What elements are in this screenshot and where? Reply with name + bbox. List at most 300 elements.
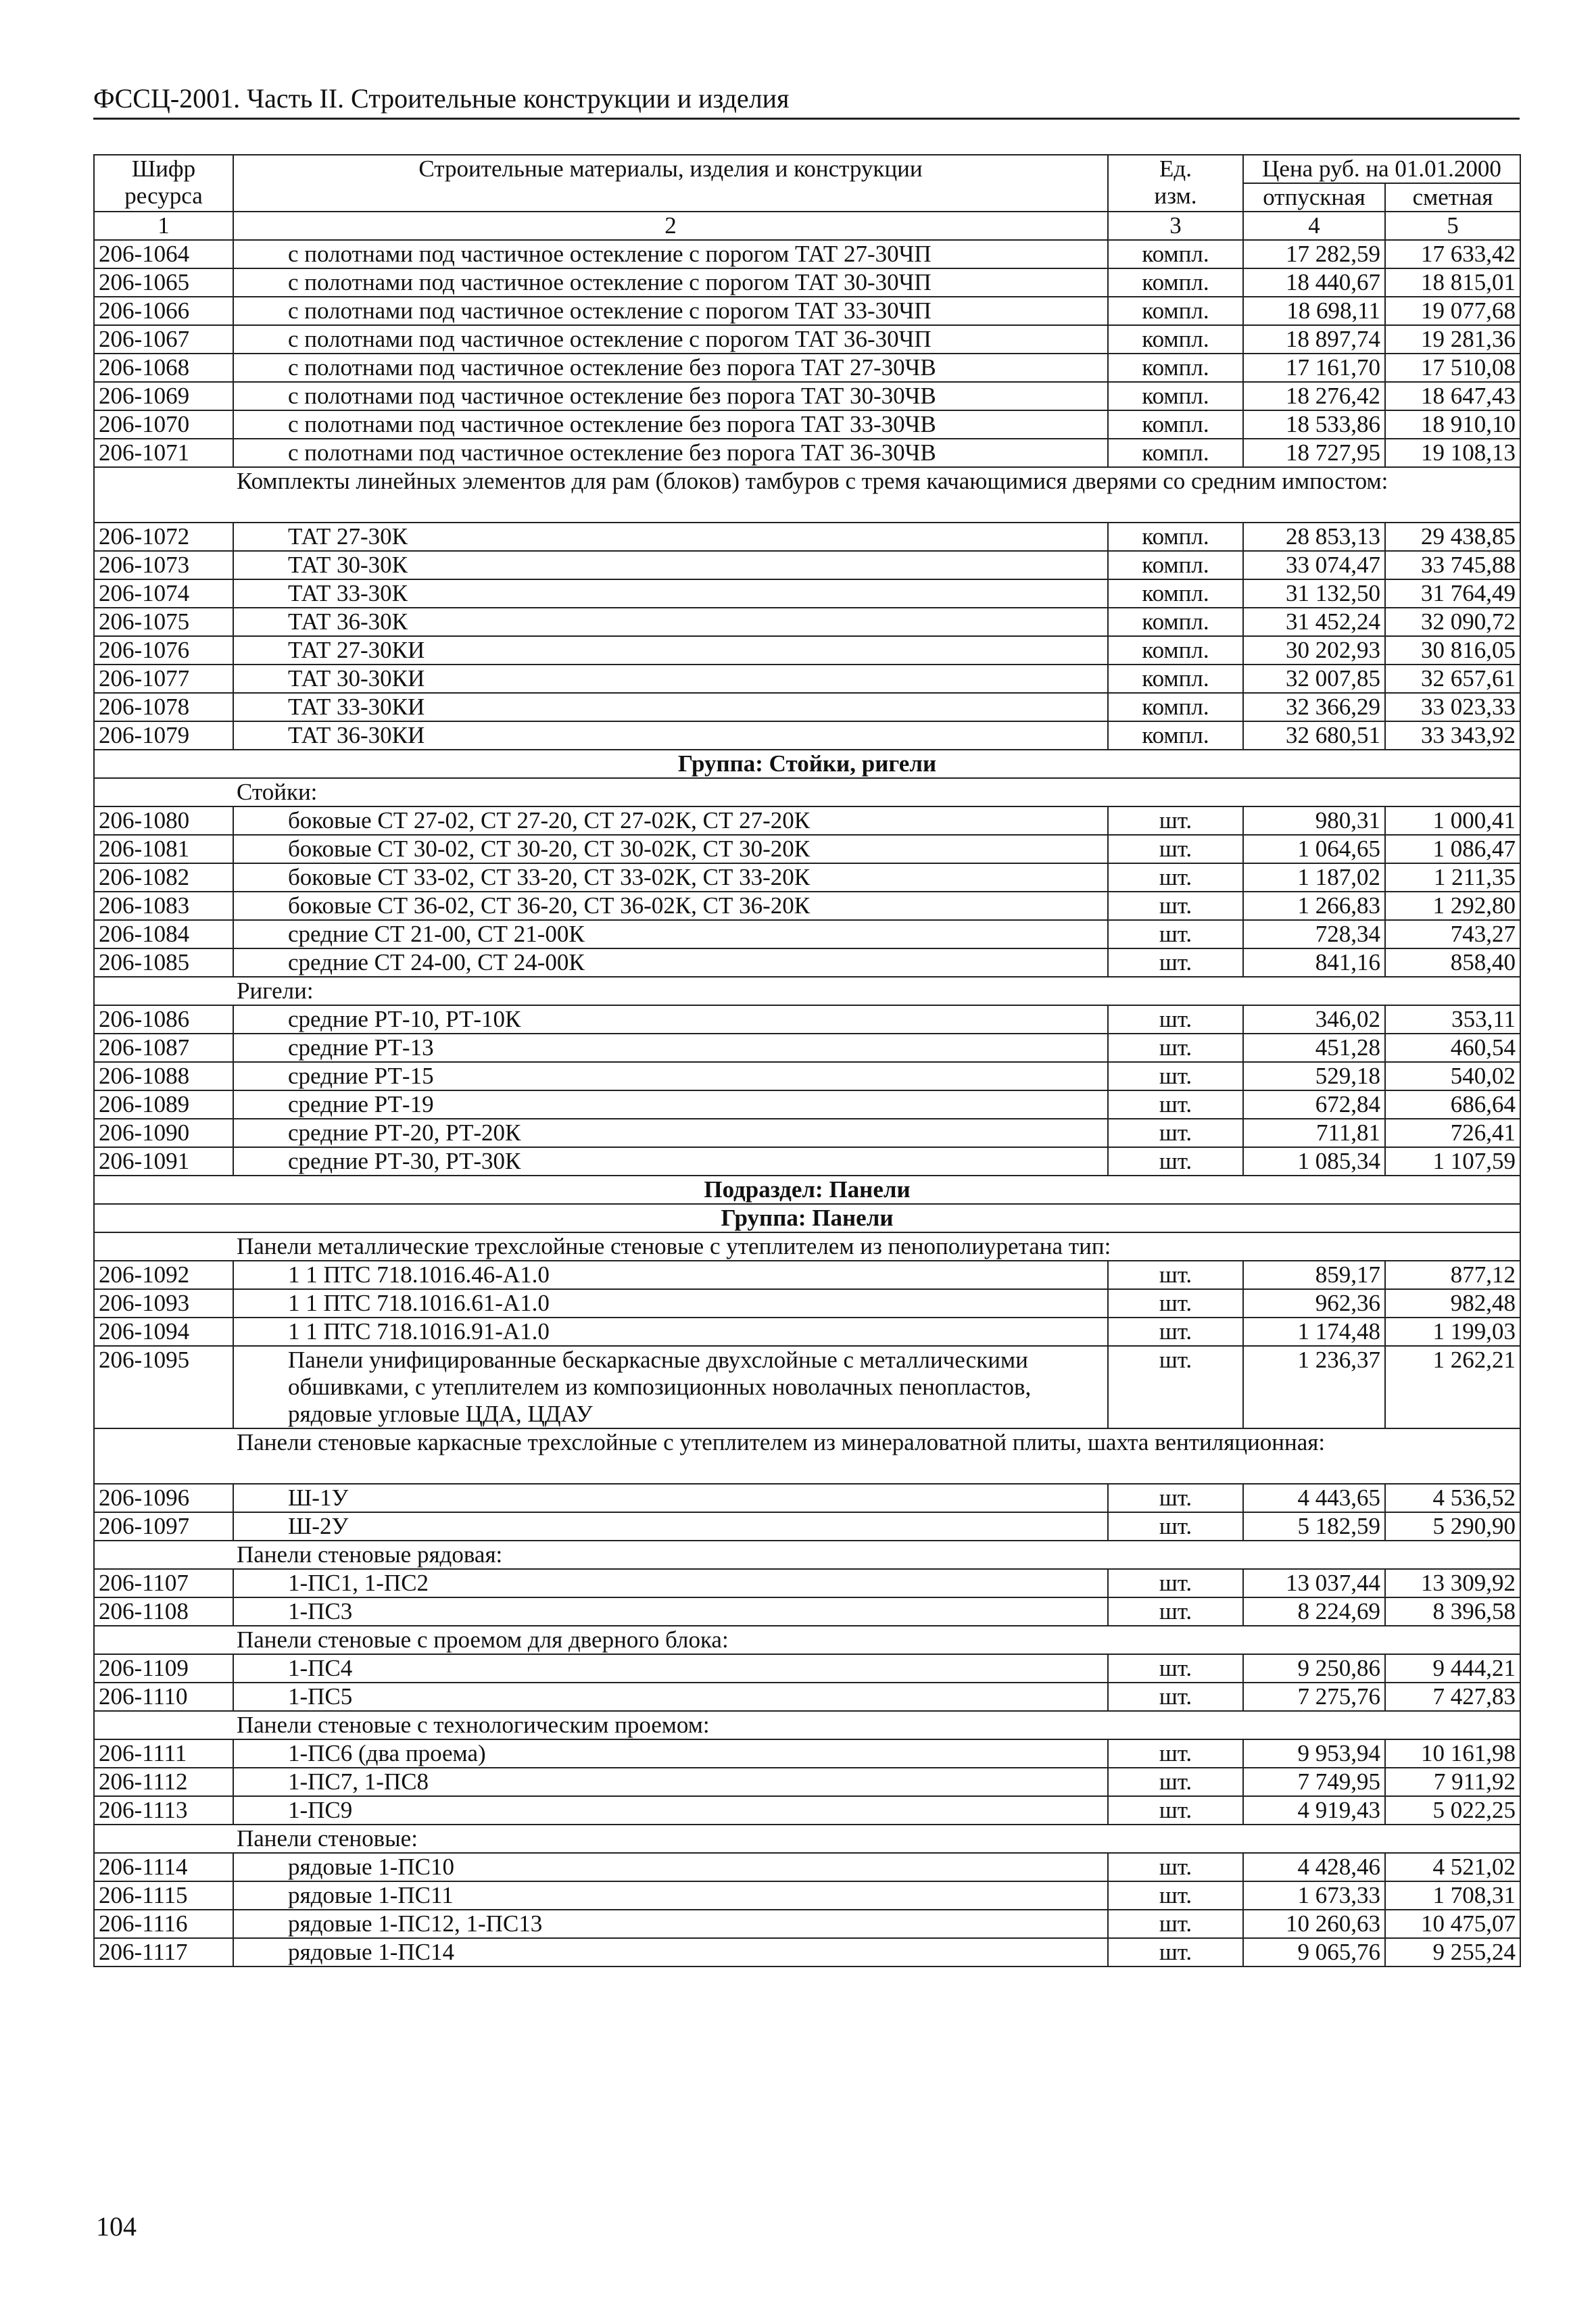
row-price-estimate: 18 815,01 [1385, 268, 1520, 297]
group-title: Группа: Стойки, ригели [94, 750, 1520, 778]
row-price-estimate: 982,48 [1385, 1289, 1520, 1318]
row-code: 206-1094 [94, 1318, 233, 1346]
table-row [94, 1910, 1520, 1938]
row-price-estimate: 1 086,47 [1385, 835, 1520, 863]
row-price-estimate: 1 211,35 [1385, 863, 1520, 892]
row-code: 206-1117 [94, 1938, 233, 1967]
row-unit: компл. [1108, 439, 1243, 467]
row-price-estimate: 10 161,98 [1385, 1739, 1520, 1768]
row-price-wholesale: 18 276,42 [1243, 382, 1385, 410]
row-price-estimate: 1 708,31 [1385, 1881, 1520, 1910]
column-header-code [94, 155, 233, 212]
row-code: 206-1090 [94, 1119, 233, 1147]
table-row [94, 1739, 1520, 1768]
row-price-wholesale: 5 182,59 [1243, 1512, 1385, 1541]
row-code: 206-1084 [94, 920, 233, 948]
row-unit: шт. [1108, 1062, 1243, 1090]
row-code: 206-1086 [94, 1005, 233, 1034]
row-unit: компл. [1108, 354, 1243, 382]
row-unit: компл. [1108, 665, 1243, 693]
row-code: 206-1085 [94, 948, 233, 977]
column-number-4: 4 [1243, 212, 1385, 240]
row-unit: компл. [1108, 551, 1243, 579]
row-unit: шт. [1108, 1346, 1243, 1428]
row-price-estimate: 33 745,88 [1385, 551, 1520, 579]
row-unit: компл. [1108, 240, 1243, 268]
row-price-wholesale: 980,31 [1243, 806, 1385, 835]
table-row [94, 863, 1520, 892]
row-unit: компл. [1108, 268, 1243, 297]
subheading-row [94, 1541, 1520, 1569]
row-unit: шт. [1108, 1910, 1243, 1938]
table-body [94, 240, 1520, 1967]
row-unit: шт. [1108, 1034, 1243, 1062]
row-name: средние РТ-15 [233, 1062, 1108, 1090]
row-name: 1-ПС4 [233, 1654, 1108, 1683]
row-name: 1-ПС3 [233, 1597, 1108, 1626]
row-code: 206-1092 [94, 1261, 233, 1289]
row-unit: компл. [1108, 693, 1243, 721]
table-row [94, 806, 1520, 835]
row-code: 206-1076 [94, 636, 233, 665]
row-price-estimate: 7 911,92 [1385, 1768, 1520, 1796]
row-price-wholesale: 18 897,74 [1243, 325, 1385, 354]
row-code: 206-1112 [94, 1768, 233, 1796]
price-table [93, 154, 1521, 1967]
row-price-wholesale: 711,81 [1243, 1119, 1385, 1147]
table-row [94, 1062, 1520, 1090]
row-unit: шт. [1108, 1796, 1243, 1825]
row-price-estimate: 29 438,85 [1385, 523, 1520, 551]
row-price-wholesale: 31 132,50 [1243, 579, 1385, 608]
row-code: 206-1095 [94, 1346, 233, 1428]
row-price-wholesale: 31 452,24 [1243, 608, 1385, 636]
row-unit: компл. [1108, 608, 1243, 636]
table-row [94, 354, 1520, 382]
column-header-name: Строительные материалы, изделия и конструкции [233, 155, 1108, 212]
page-number: 104 [96, 2211, 137, 2242]
subheading-text: Панели стеновые с проемом для дверного блока: [94, 1626, 1520, 1654]
row-code: 206-1107 [94, 1569, 233, 1597]
row-price-wholesale: 13 037,44 [1243, 1569, 1385, 1597]
row-name: с полотнами под частичное остекление с порогом ТАТ 33-30ЧП [233, 297, 1108, 325]
price-table-container [93, 154, 1520, 1967]
row-code: 206-1078 [94, 693, 233, 721]
row-unit: шт. [1108, 1597, 1243, 1626]
row-name: 1-ПС9 [233, 1796, 1108, 1825]
table-row [94, 1119, 1520, 1147]
table-row [94, 297, 1520, 325]
row-unit: шт. [1108, 1512, 1243, 1541]
column-number-1: 1 [94, 212, 233, 240]
row-name: средние РТ-10, РТ-10К [233, 1005, 1108, 1034]
table-row [94, 948, 1520, 977]
row-price-estimate: 9 255,24 [1385, 1938, 1520, 1967]
row-code: 206-1111 [94, 1739, 233, 1768]
row-unit: шт. [1108, 1090, 1243, 1119]
table-row [94, 1569, 1520, 1597]
row-unit: шт. [1108, 1881, 1243, 1910]
table-row [94, 1853, 1520, 1881]
row-name: боковые СТ 33-02, СТ 33-20, СТ 33-02К, СТ 33-20К [233, 863, 1108, 892]
row-price-wholesale: 728,34 [1243, 920, 1385, 948]
row-price-wholesale: 10 260,63 [1243, 1910, 1385, 1938]
row-price-wholesale: 1 266,83 [1243, 892, 1385, 920]
row-price-estimate: 9 444,21 [1385, 1654, 1520, 1683]
row-price-estimate: 540,02 [1385, 1062, 1520, 1090]
table-row [94, 1881, 1520, 1910]
row-price-estimate: 18 910,10 [1385, 410, 1520, 439]
row-name: средние СТ 21-00, СТ 21-00К [233, 920, 1108, 948]
section-title: Подраздел: Панели [94, 1176, 1520, 1204]
table-row [94, 551, 1520, 579]
row-name: с полотнами под частичное остекление без порога ТАТ 30-30ЧВ [233, 382, 1108, 410]
row-name: рядовые 1-ПС12, 1-ПС13 [233, 1910, 1108, 1938]
row-unit: шт. [1108, 1853, 1243, 1881]
subheading-row [94, 1428, 1520, 1484]
row-name: Панели унифицированные бескаркасные двухслойные с металлическими обшивками, с утеплителем из композиционных новолачных пенопластов, рядовые угловые ЦДА, ЦДАУ [233, 1346, 1108, 1428]
row-unit: компл. [1108, 579, 1243, 608]
row-code: 206-1114 [94, 1853, 233, 1881]
row-unit: шт. [1108, 1005, 1243, 1034]
row-price-wholesale: 18 440,67 [1243, 268, 1385, 297]
subheading-text: Панели металлические трехслойные стеновые с утеплителем из пенополиуретана тип: [94, 1232, 1520, 1261]
subheading-text: Панели стеновые: [94, 1825, 1520, 1853]
row-price-estimate: 1 292,80 [1385, 892, 1520, 920]
group-title: Группа: Панели [94, 1204, 1520, 1232]
row-price-wholesale: 33 074,47 [1243, 551, 1385, 579]
row-price-estimate: 1 199,03 [1385, 1318, 1520, 1346]
document-title: ФССЦ-2001. Часть II. Строительные конструкции и изделия [93, 83, 790, 114]
row-unit: компл. [1108, 721, 1243, 750]
table-row [94, 1796, 1520, 1825]
row-code: 206-1081 [94, 835, 233, 863]
table-row [94, 325, 1520, 354]
row-unit: шт. [1108, 1569, 1243, 1597]
row-price-wholesale: 30 202,93 [1243, 636, 1385, 665]
row-price-wholesale: 9 250,86 [1243, 1654, 1385, 1683]
table-row [94, 579, 1520, 608]
row-name: средние РТ-20, РТ-20К [233, 1119, 1108, 1147]
row-unit: шт. [1108, 1768, 1243, 1796]
row-unit: шт. [1108, 1318, 1243, 1346]
row-price-wholesale: 4 919,43 [1243, 1796, 1385, 1825]
row-unit: компл. [1108, 297, 1243, 325]
row-price-wholesale: 672,84 [1243, 1090, 1385, 1119]
row-code: 206-1083 [94, 892, 233, 920]
row-price-wholesale: 17 282,59 [1243, 240, 1385, 268]
row-name: с полотнами под частичное остекление без порога ТАТ 33-30ЧВ [233, 410, 1108, 439]
row-unit: шт. [1108, 1654, 1243, 1683]
row-price-estimate: 7 427,83 [1385, 1683, 1520, 1711]
column-number-3: 3 [1108, 212, 1243, 240]
table-row [94, 721, 1520, 750]
row-price-wholesale: 529,18 [1243, 1062, 1385, 1090]
row-code: 206-1109 [94, 1654, 233, 1683]
row-price-wholesale: 9 953,94 [1243, 1739, 1385, 1768]
row-price-estimate: 19 108,13 [1385, 439, 1520, 467]
row-unit: компл. [1108, 523, 1243, 551]
row-price-wholesale: 9 065,76 [1243, 1938, 1385, 1967]
table-row [94, 1512, 1520, 1541]
row-price-estimate: 30 816,05 [1385, 636, 1520, 665]
row-name: ТАТ 36-30КИ [233, 721, 1108, 750]
subheading-row [94, 1825, 1520, 1853]
table-row [94, 382, 1520, 410]
row-code: 206-1068 [94, 354, 233, 382]
row-unit: шт. [1108, 892, 1243, 920]
row-code: 206-1072 [94, 523, 233, 551]
table-row [94, 439, 1520, 467]
row-code: 206-1110 [94, 1683, 233, 1711]
row-unit: шт. [1108, 1147, 1243, 1176]
subheading-text: Стойки: [94, 778, 1520, 806]
table-row [94, 1289, 1520, 1318]
table-row [94, 1346, 1520, 1428]
row-price-wholesale: 28 853,13 [1243, 523, 1385, 551]
row-name: 1-ПС7, 1-ПС8 [233, 1768, 1108, 1796]
row-unit: шт. [1108, 1119, 1243, 1147]
row-price-estimate: 8 396,58 [1385, 1597, 1520, 1626]
row-price-wholesale: 1 064,65 [1243, 835, 1385, 863]
subheading-row [94, 1232, 1520, 1261]
row-price-estimate: 32 657,61 [1385, 665, 1520, 693]
row-code: 206-1080 [94, 806, 233, 835]
table-row [94, 892, 1520, 920]
row-code: 206-1097 [94, 1512, 233, 1541]
row-name: с полотнами под частичное остекление с порогом ТАТ 36-30ЧП [233, 325, 1108, 354]
row-name: рядовые 1-ПС11 [233, 1881, 1108, 1910]
row-name: 1 1 ПТС 718.1016.61-А1.0 [233, 1289, 1108, 1318]
row-name: ТАТ 30-30КИ [233, 665, 1108, 693]
column-number-2: 2 [233, 212, 1108, 240]
row-code: 206-1093 [94, 1289, 233, 1318]
row-price-estimate: 18 647,43 [1385, 382, 1520, 410]
row-name: 1-ПС5 [233, 1683, 1108, 1711]
row-price-wholesale: 32 007,85 [1243, 665, 1385, 693]
table-row [94, 665, 1520, 693]
row-name: ТАТ 30-30К [233, 551, 1108, 579]
row-name: Ш-1У [233, 1484, 1108, 1512]
table-row [94, 1484, 1520, 1512]
row-price-wholesale: 346,02 [1243, 1005, 1385, 1034]
row-price-wholesale: 962,36 [1243, 1289, 1385, 1318]
row-price-wholesale: 4 443,65 [1243, 1484, 1385, 1512]
row-unit: шт. [1108, 835, 1243, 863]
column-header-wholesale: отпускная [1243, 183, 1385, 212]
row-code: 206-1096 [94, 1484, 233, 1512]
row-name: ТАТ 27-30КИ [233, 636, 1108, 665]
row-code: 206-1079 [94, 721, 233, 750]
row-name: с полотнами под частичное остекление без порога ТАТ 27-30ЧВ [233, 354, 1108, 382]
row-unit: компл. [1108, 410, 1243, 439]
subheading-text: Панели стеновые с технологическим проемом: [94, 1711, 1520, 1739]
row-price-wholesale: 1 085,34 [1243, 1147, 1385, 1176]
row-code: 206-1075 [94, 608, 233, 636]
row-unit: шт. [1108, 948, 1243, 977]
table-header-row [94, 155, 1520, 183]
table-row [94, 1654, 1520, 1683]
row-price-estimate: 1 262,21 [1385, 1346, 1520, 1428]
row-price-estimate: 32 090,72 [1385, 608, 1520, 636]
row-code: 206-1091 [94, 1147, 233, 1176]
subheading-text: Комплекты линейных элементов для рам (блоков) тамбуров с тремя качающимися дверями со средним импостом: [94, 467, 1520, 523]
row-price-estimate: 353,11 [1385, 1005, 1520, 1034]
row-code: 206-1087 [94, 1034, 233, 1062]
row-code: 206-1070 [94, 410, 233, 439]
row-code: 206-1073 [94, 551, 233, 579]
row-name: средние РТ-13 [233, 1034, 1108, 1062]
column-number-row [94, 212, 1520, 240]
row-unit: шт. [1108, 920, 1243, 948]
row-code: 206-1113 [94, 1796, 233, 1825]
row-price-estimate: 877,12 [1385, 1261, 1520, 1289]
table-row [94, 1005, 1520, 1034]
table-row [94, 1034, 1520, 1062]
column-number-5: 5 [1385, 212, 1520, 240]
row-price-wholesale: 18 698,11 [1243, 297, 1385, 325]
row-price-wholesale: 1 187,02 [1243, 863, 1385, 892]
row-price-estimate: 33 023,33 [1385, 693, 1520, 721]
row-price-wholesale: 17 161,70 [1243, 354, 1385, 382]
table-row [94, 1261, 1520, 1289]
row-price-wholesale: 1 236,37 [1243, 1346, 1385, 1428]
row-name: рядовые 1-ПС14 [233, 1938, 1108, 1967]
table-row [94, 1147, 1520, 1176]
row-price-estimate: 17 510,08 [1385, 354, 1520, 382]
table-row [94, 410, 1520, 439]
row-name: 1-ПС6 (два проема) [233, 1739, 1108, 1768]
row-price-wholesale: 841,16 [1243, 948, 1385, 977]
row-price-estimate: 10 475,07 [1385, 1910, 1520, 1938]
row-name: с полотнами под частичное остекление с порогом ТАТ 27-30ЧП [233, 240, 1108, 268]
column-header-unit-line1: Ед. [1159, 155, 1192, 182]
row-unit: компл. [1108, 325, 1243, 354]
row-code: 206-1065 [94, 268, 233, 297]
row-price-estimate: 5 290,90 [1385, 1512, 1520, 1541]
table-row [94, 1683, 1520, 1711]
table-row [94, 523, 1520, 551]
row-name: средние РТ-19 [233, 1090, 1108, 1119]
row-price-wholesale: 7 749,95 [1243, 1768, 1385, 1796]
row-price-estimate: 858,40 [1385, 948, 1520, 977]
column-header-estimate: сметная [1385, 183, 1520, 212]
row-name: средние РТ-30, РТ-30К [233, 1147, 1108, 1176]
table-row [94, 693, 1520, 721]
row-code: 206-1108 [94, 1597, 233, 1626]
row-unit: компл. [1108, 636, 1243, 665]
table-row [94, 920, 1520, 948]
table-row [94, 608, 1520, 636]
subheading-text: Панели стеновые рядовая: [94, 1541, 1520, 1569]
row-price-estimate: 13 309,92 [1385, 1569, 1520, 1597]
page-header [93, 80, 1520, 120]
subheading-row [94, 1626, 1520, 1654]
row-price-estimate: 4 536,52 [1385, 1484, 1520, 1512]
row-name: рядовые 1-ПС10 [233, 1853, 1108, 1881]
row-code: 206-1071 [94, 439, 233, 467]
row-unit: шт. [1108, 1484, 1243, 1512]
row-unit: шт. [1108, 1289, 1243, 1318]
row-price-wholesale: 8 224,69 [1243, 1597, 1385, 1626]
table-row [94, 1768, 1520, 1796]
row-code: 206-1067 [94, 325, 233, 354]
row-price-estimate: 19 281,36 [1385, 325, 1520, 354]
row-price-estimate: 4 521,02 [1385, 1853, 1520, 1881]
row-code: 206-1089 [94, 1090, 233, 1119]
row-unit: шт. [1108, 1683, 1243, 1711]
row-name: боковые СТ 27-02, СТ 27-20, СТ 27-02К, СТ 27-20К [233, 806, 1108, 835]
row-name: боковые СТ 36-02, СТ 36-20, СТ 36-02К, СТ 36-20К [233, 892, 1108, 920]
row-price-estimate: 743,27 [1385, 920, 1520, 948]
table-row [94, 1938, 1520, 1967]
row-name: 1-ПС1, 1-ПС2 [233, 1569, 1108, 1597]
table-row [94, 1597, 1520, 1626]
row-price-estimate: 19 077,68 [1385, 297, 1520, 325]
row-name: 1 1 ПТС 718.1016.46-А1.0 [233, 1261, 1108, 1289]
row-name: с полотнами под частичное остекление с порогом ТАТ 30-30ЧП [233, 268, 1108, 297]
row-code: 206-1074 [94, 579, 233, 608]
row-unit: шт. [1108, 863, 1243, 892]
row-price-estimate: 1 000,41 [1385, 806, 1520, 835]
row-name: ТАТ 33-30К [233, 579, 1108, 608]
row-code: 206-1082 [94, 863, 233, 892]
column-header-unit-line2: изм. [1154, 183, 1197, 209]
table-row [94, 1318, 1520, 1346]
subheading-text: Ригели: [94, 977, 1520, 1005]
row-price-estimate: 726,41 [1385, 1119, 1520, 1147]
row-code: 206-1064 [94, 240, 233, 268]
row-code: 206-1066 [94, 297, 233, 325]
subheading-row [94, 778, 1520, 806]
row-name: ТАТ 36-30К [233, 608, 1108, 636]
row-unit: шт. [1108, 1261, 1243, 1289]
section-title-row [94, 1176, 1520, 1204]
row-name: ТАТ 27-30К [233, 523, 1108, 551]
subheading-row [94, 467, 1520, 523]
row-price-estimate: 1 107,59 [1385, 1147, 1520, 1176]
column-header-code-line2: ресурса [124, 183, 203, 209]
row-code: 206-1077 [94, 665, 233, 693]
row-name: с полотнами под частичное остекление без порога ТАТ 36-30ЧВ [233, 439, 1108, 467]
table-row [94, 240, 1520, 268]
subheading-row [94, 977, 1520, 1005]
row-price-wholesale: 1 174,48 [1243, 1318, 1385, 1346]
row-price-wholesale: 1 673,33 [1243, 1881, 1385, 1910]
row-code: 206-1069 [94, 382, 233, 410]
row-price-estimate: 5 022,25 [1385, 1796, 1520, 1825]
row-price-wholesale: 18 727,95 [1243, 439, 1385, 467]
row-code: 206-1088 [94, 1062, 233, 1090]
row-price-wholesale: 451,28 [1243, 1034, 1385, 1062]
row-unit: компл. [1108, 382, 1243, 410]
row-code: 206-1116 [94, 1910, 233, 1938]
column-header-price-group: Цена руб. на 01.01.2000 [1243, 155, 1520, 183]
row-name: 1 1 ПТС 718.1016.91-А1.0 [233, 1318, 1108, 1346]
row-unit: шт. [1108, 806, 1243, 835]
row-price-wholesale: 4 428,46 [1243, 1853, 1385, 1881]
row-price-estimate: 31 764,49 [1385, 579, 1520, 608]
row-name: боковые СТ 30-02, СТ 30-20, СТ 30-02К, СТ 30-20К [233, 835, 1108, 863]
row-unit: шт. [1108, 1739, 1243, 1768]
row-price-estimate: 460,54 [1385, 1034, 1520, 1062]
row-price-estimate: 33 343,92 [1385, 721, 1520, 750]
row-price-wholesale: 18 533,86 [1243, 410, 1385, 439]
table-row [94, 1090, 1520, 1119]
group-title-row [94, 750, 1520, 778]
table-row [94, 636, 1520, 665]
subheading-row [94, 1711, 1520, 1739]
